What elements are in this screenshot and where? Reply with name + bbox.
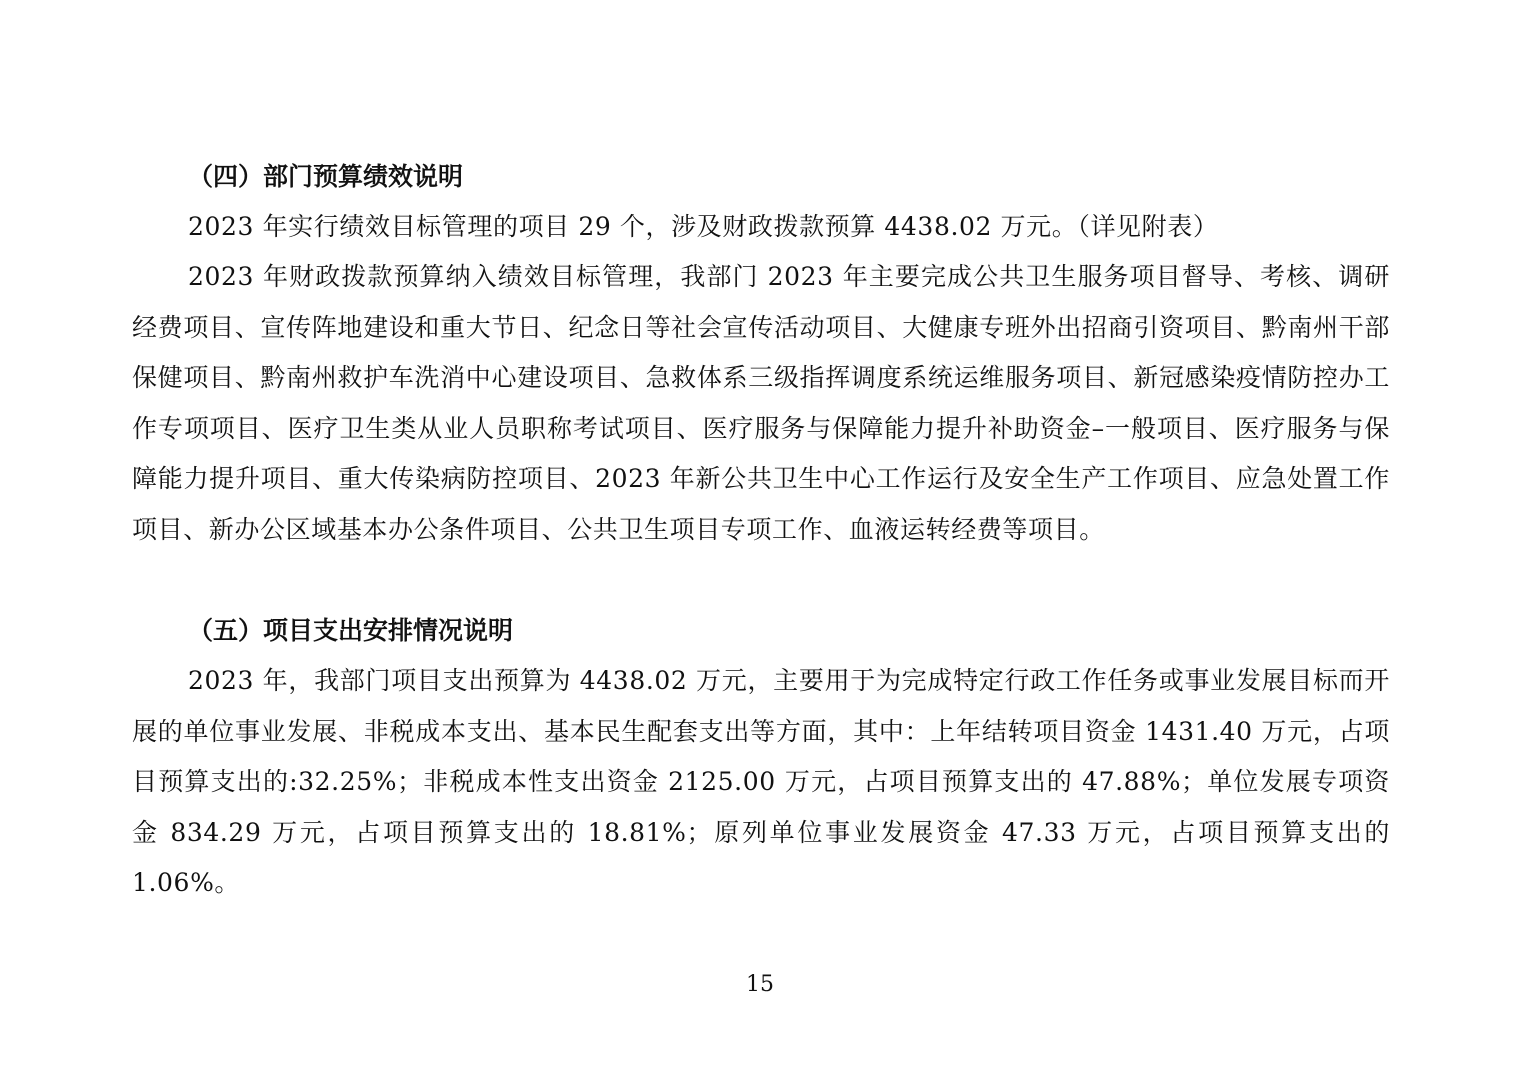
section-heading-project-expenditure: （五）项目支出安排情况说明	[188, 616, 514, 645]
paragraph-performance-summary: 2023 年实行绩效目标管理的项目 29 个，涉及财政拨款预算 4438.02 万元。（详见附表）	[188, 212, 1219, 241]
page-number: 15	[746, 972, 774, 997]
paragraph-project-expenditure: 2023 年，我部门项目支出预算为 4438.02 万元，主要用于为完成特定行政工作任务或事业发展目标而开展的单位事业发展、非税成本支出、基本民生配套支出等方面，其中：上年结转项目资金 1431.40 万元，占项目预算支出的:32.25%；非税成本性支出资金 2125.00 万元，占项目预算支出的 47.88%；单位发展专项资金 834.29 万元，占项目预算支出的 18.81%；原列单位事业发展资金 47.33 万元，占项目预算支出的 1.06%。	[132, 666, 1390, 897]
paragraph-performance-projects: 2023 年财政拨款预算纳入绩效目标管理，我部门 2023 年主要完成公共卫生服务项目督导、考核、调研经费项目、宣传阵地建设和重大节日、纪念日等社会宣传活动项目、大健康专班外出招商引资项目、黔南州干部保健项目、黔南州救护车洗消中心建设项目、急救体系三级指挥调度系统运维服务项目、新冠感染疫情防控办工作专项项目、医疗卫生类从业人员职称考试项目、医疗服务与保障能力提升补助资金–一般项目、医疗服务与保障能力提升项目、重大传染病防控项目、2023 年新公共卫生中心工作运行及安全生产工作项目、应急处置工作项目、新办公区域基本办公条件项目、公共卫生项目专项工作、血液运转经费等项目。	[132, 262, 1390, 544]
section-heading-performance: （四）部门预算绩效说明	[188, 162, 464, 191]
